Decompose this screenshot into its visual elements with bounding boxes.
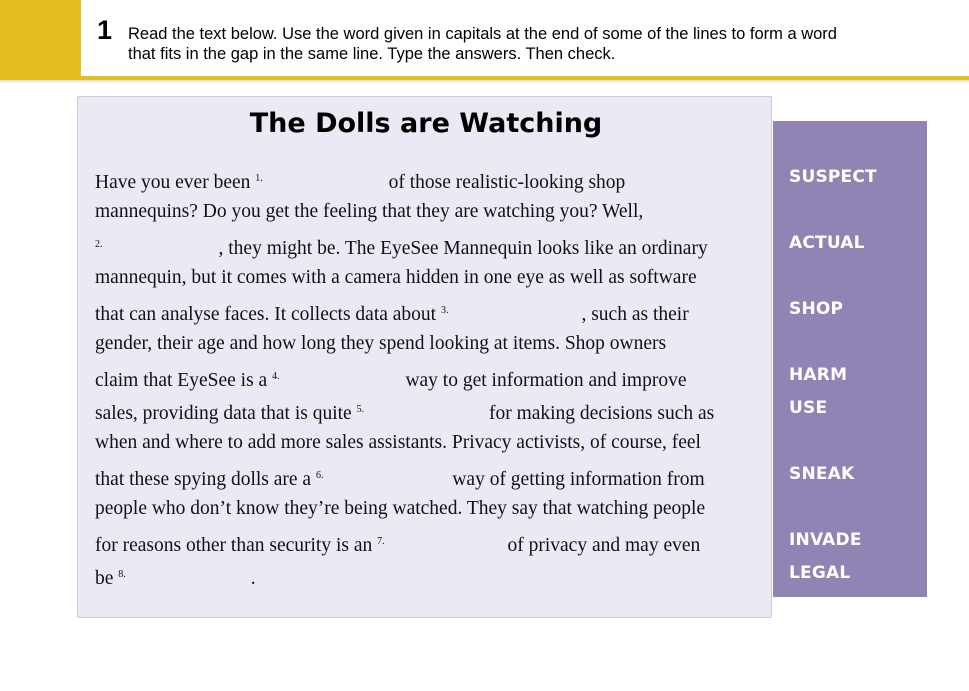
instruction-line-2: that fits in the gap in the same line. Type the answers. Then check. — [128, 45, 616, 63]
header-shadow — [0, 80, 969, 84]
text-line: claim that EyeSee is a $^{4.}$ way to get information and improve — [95, 370, 687, 391]
word-harm: HARM — [789, 365, 848, 385]
text-line: people who don’t know they’re being watched. They say that watching people — [95, 498, 706, 519]
text-line: mannequins? Do you get the feeling that they are watching you? Well, — [95, 201, 644, 222]
gap-number-5: 5. — [356, 404, 365, 415]
word-suspect: SUSPECT — [789, 167, 877, 187]
word-actual: ACTUAL — [789, 233, 865, 253]
text-line: that these spying dolls are a $^{6.}$ way of getting information from — [95, 469, 705, 490]
text-line: that can analyse faces. It collects data about $^{3.}$ , such as their — [95, 304, 689, 325]
article-title: The Dolls are Watching — [249, 108, 603, 139]
exercise-number: 1 — [97, 15, 113, 45]
gap-number-7: 7. — [377, 536, 385, 547]
text-line: gender, their age and how long they spend looking at items. Shop owners — [95, 333, 667, 354]
text-line: when and where to add more sales assistants. Privacy activists, of course, feel — [95, 432, 701, 453]
gap-number-3: 3. — [440, 305, 449, 316]
article-text — [95, 162, 775, 591]
text-line: $^{2.}$ , they might be. The EyeSee Mannequin looks like an ordinary — [95, 238, 708, 259]
gap-number-6: 6. — [315, 470, 324, 481]
gap-number-4: 4. — [272, 371, 280, 382]
exercise-tab — [0, 0, 81, 76]
text-line: Have you ever been $^{1.}$ of those realistic-looking shop — [95, 172, 626, 193]
word-shop: SHOP — [789, 299, 844, 319]
instructions — [128, 24, 928, 64]
text-line: for reasons other than security is an $^{7.}$ of privacy and may even — [95, 535, 701, 556]
text-line: be $^{8.}$ . — [95, 568, 256, 589]
gap-number-8: 8. — [118, 569, 126, 580]
word-legal: LEGAL — [789, 563, 851, 583]
instruction-line-1: Read the text below. Use the word given in capitals at the end of some of the lines to form a word — [128, 25, 837, 43]
gap-number-1: 1. — [255, 173, 263, 184]
word-sneak: SNEAK — [789, 464, 855, 484]
text-line: mannequin, but it comes with a camera hidden in one eye as well as software — [95, 267, 697, 288]
word-panel — [773, 121, 927, 597]
word-use: USE — [789, 398, 828, 418]
gap-number-2: 2. — [95, 239, 103, 250]
text-line: sales, providing data that is quite $^{5.}$ for making decisions such as — [95, 403, 715, 424]
word-invade: INVADE — [789, 530, 862, 550]
